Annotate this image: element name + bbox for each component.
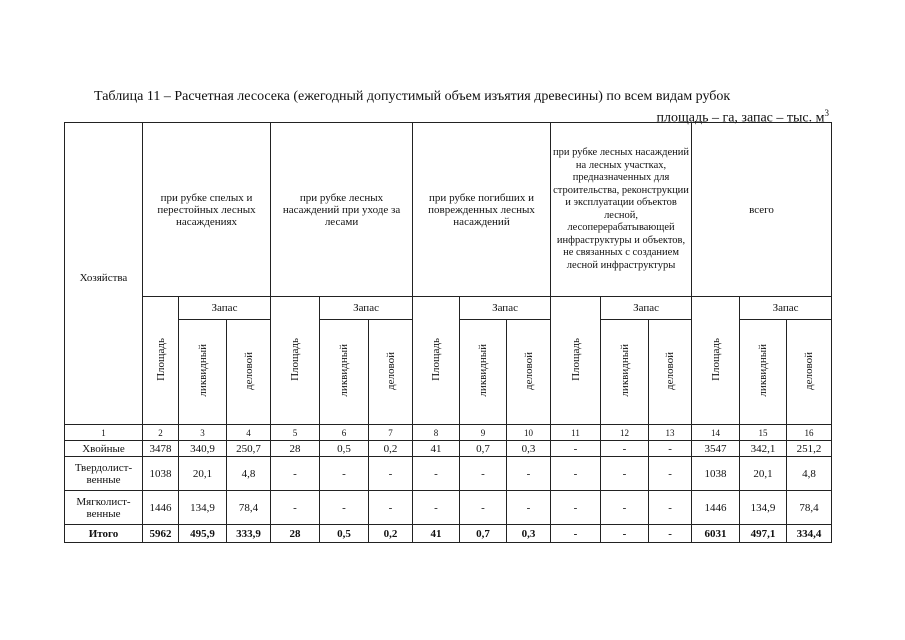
table-cell: 0,2 xyxy=(369,525,413,543)
table-cell: 6031 xyxy=(692,525,740,543)
farm-header: Хозяйства xyxy=(65,123,143,425)
column-number: 10 xyxy=(507,425,551,441)
table-cell: - xyxy=(271,491,320,525)
area-header: Площадь xyxy=(413,297,460,425)
table-row xyxy=(65,441,832,457)
stock-header: Запас xyxy=(460,297,551,320)
stock-header: Запас xyxy=(179,297,271,320)
table-cell: - xyxy=(413,457,460,491)
table-cell: 1446 xyxy=(143,491,179,525)
table-cell: - xyxy=(460,491,507,525)
table-cell: 134,9 xyxy=(179,491,227,525)
table-cell: 0,3 xyxy=(507,441,551,457)
table-cell: 1038 xyxy=(692,457,740,491)
column-number: 15 xyxy=(740,425,787,441)
table-cell: 0,2 xyxy=(369,441,413,457)
table-cell: - xyxy=(601,441,649,457)
stock-header: Запас xyxy=(740,297,832,320)
business-header: деловой xyxy=(227,320,271,425)
business-header: деловой xyxy=(649,320,692,425)
table-cell: 334,4 xyxy=(787,525,832,543)
stock-header: Запас xyxy=(601,297,692,320)
column-number: 6 xyxy=(320,425,369,441)
table-cell: 5962 xyxy=(143,525,179,543)
column-number: 9 xyxy=(460,425,507,441)
liquid-header: ликвидный xyxy=(320,320,369,425)
table-title: Таблица 11 – Расчетная лесосека (ежегодный допустимый объем изъятия древесины) по всем видам рубок xyxy=(94,89,731,104)
table-cell: 340,9 xyxy=(179,441,227,457)
table-cell: - xyxy=(551,491,601,525)
table-cell: 1038 xyxy=(143,457,179,491)
business-header: деловой xyxy=(507,320,551,425)
area-header: Площадь xyxy=(143,297,179,425)
stock-header-row xyxy=(65,297,832,320)
table-cell: 3547 xyxy=(692,441,740,457)
table-cell: - xyxy=(369,457,413,491)
column-number: 1 xyxy=(65,425,143,441)
table-cell: 28 xyxy=(271,441,320,457)
column-number: 2 xyxy=(143,425,179,441)
table-cell: 495,9 xyxy=(179,525,227,543)
table-cell: - xyxy=(649,457,692,491)
table-cell: 4,8 xyxy=(227,457,271,491)
table-cell: - xyxy=(649,491,692,525)
group-header: при рубке лесных насаждений на лесных участках, предназначенных для строительства, реконструкции и эксплуатации объектов лесной, лесоперерабатывающей инфраструктуры и объектов, не связанных с созданием лесной инфраструктуры xyxy=(551,123,692,297)
column-number: 16 xyxy=(787,425,832,441)
harvest-table xyxy=(64,122,832,543)
group-header-row xyxy=(65,123,832,297)
farm-name: Твердолист- венные xyxy=(65,457,143,491)
column-number-row xyxy=(65,425,832,441)
table-row xyxy=(65,491,832,525)
table-cell: - xyxy=(507,457,551,491)
table-cell: 250,7 xyxy=(227,441,271,457)
table-cell: - xyxy=(369,491,413,525)
table-row xyxy=(65,457,832,491)
column-number: 5 xyxy=(271,425,320,441)
table-cell: - xyxy=(507,491,551,525)
table-cell: 497,1 xyxy=(740,525,787,543)
farm-name: Хвойные xyxy=(65,441,143,457)
column-number: 11 xyxy=(551,425,601,441)
table-cell: 20,1 xyxy=(179,457,227,491)
table-cell: 333,9 xyxy=(227,525,271,543)
table-cell: 41 xyxy=(413,525,460,543)
table-cell: - xyxy=(601,525,649,543)
table-cell: - xyxy=(601,457,649,491)
table-cell: - xyxy=(460,457,507,491)
table-row xyxy=(65,525,832,543)
table-cell: - xyxy=(649,525,692,543)
table-cell: 134,9 xyxy=(740,491,787,525)
table-cell: 251,2 xyxy=(787,441,832,457)
table-cell: - xyxy=(601,491,649,525)
area-header: Площадь xyxy=(551,297,601,425)
business-header: деловой xyxy=(369,320,413,425)
table-cell: 20,1 xyxy=(740,457,787,491)
table-cell: 1446 xyxy=(692,491,740,525)
liquid-header: ликвидный xyxy=(179,320,227,425)
column-number: 13 xyxy=(649,425,692,441)
group-header: при рубке погибших и поврежденных лесных насаждений xyxy=(413,123,551,297)
table-cell: 0,5 xyxy=(320,525,369,543)
column-number: 8 xyxy=(413,425,460,441)
table-cell: - xyxy=(649,441,692,457)
table-cell: 0,5 xyxy=(320,441,369,457)
liquid-header: ликвидный xyxy=(740,320,787,425)
table-cell: - xyxy=(320,457,369,491)
table-cell: - xyxy=(551,525,601,543)
area-header: Площадь xyxy=(692,297,740,425)
column-number: 12 xyxy=(601,425,649,441)
group-header: всего xyxy=(692,123,832,297)
farm-name: Мягколист- венные xyxy=(65,491,143,525)
column-number: 4 xyxy=(227,425,271,441)
column-number: 3 xyxy=(179,425,227,441)
table-cell: 4,8 xyxy=(787,457,832,491)
table-cell: - xyxy=(271,457,320,491)
table-cell: 41 xyxy=(413,441,460,457)
table-cell: 78,4 xyxy=(227,491,271,525)
table-cell: - xyxy=(551,457,601,491)
table-cell: 3478 xyxy=(143,441,179,457)
table-cell: 0,7 xyxy=(460,525,507,543)
group-header: при рубке лесных насаждений при уходе за лесами xyxy=(271,123,413,297)
group-header: при рубке спелых и перестойных лесных насаждениях xyxy=(143,123,271,297)
column-number: 14 xyxy=(692,425,740,441)
farm-name: Итого xyxy=(65,525,143,543)
table-cell: - xyxy=(551,441,601,457)
table-cell: 78,4 xyxy=(787,491,832,525)
table-cell: 28 xyxy=(271,525,320,543)
table-cell: 0,7 xyxy=(460,441,507,457)
column-number: 7 xyxy=(369,425,413,441)
units-caption: площадь – га, запас – тыс. $м^3$ xyxy=(656,108,829,126)
table-cell: - xyxy=(320,491,369,525)
liquid-header: ликвидный xyxy=(460,320,507,425)
liquid-header: ликвидный xyxy=(601,320,649,425)
table-cell: - xyxy=(413,491,460,525)
area-header: Площадь xyxy=(271,297,320,425)
table-cell: 342,1 xyxy=(740,441,787,457)
business-header: деловой xyxy=(787,320,832,425)
table-cell: 0,3 xyxy=(507,525,551,543)
stock-header: Запас xyxy=(320,297,413,320)
